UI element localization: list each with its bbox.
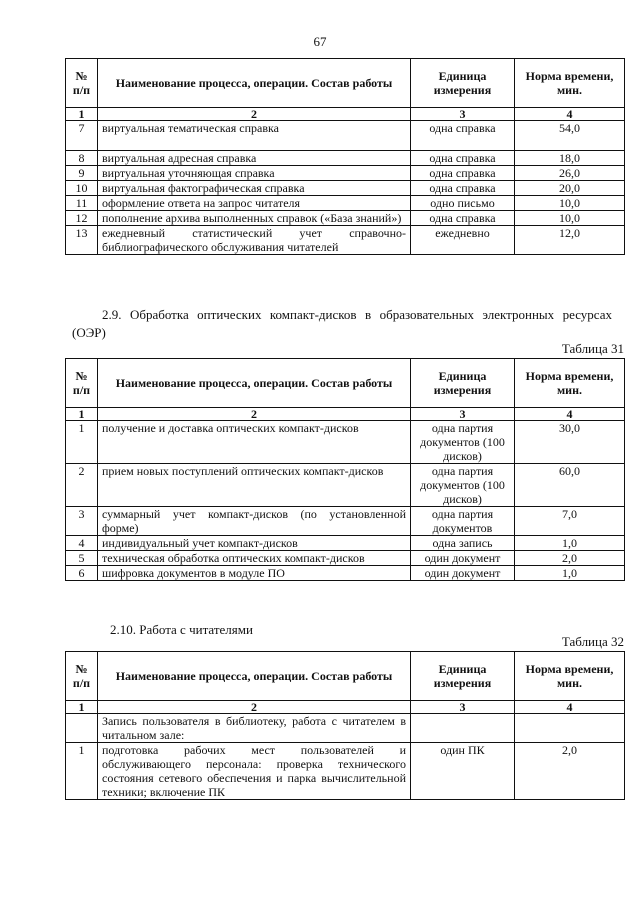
col-index: 2 — [98, 701, 411, 714]
col-index: 1 — [66, 108, 98, 121]
row-unit: один документ — [411, 551, 515, 566]
row-unit: один ПК — [411, 743, 515, 800]
row-num: 10 — [66, 181, 98, 196]
row-norm: 12,0 — [515, 226, 625, 255]
table-row — [66, 226, 625, 255]
row-norm: 10,0 — [515, 196, 625, 211]
row-num: 1 — [66, 743, 98, 800]
row-unit: одна партия документов — [411, 507, 515, 536]
section-title-2-9: 2.9. Обработка оптических компакт-дисков в образовательных электронных ресурсах (ОЭР) — [72, 307, 612, 340]
row-unit: одна партия документов (100 дисков) — [411, 464, 515, 507]
row-num: 4 — [66, 536, 98, 551]
row-unit: одна партия документов (100 дисков) — [411, 421, 515, 464]
col-index: 2 — [98, 408, 411, 421]
row-norm: 30,0 — [515, 421, 625, 464]
row-name: шифровка документов в модуле ПО — [98, 566, 411, 581]
table-row — [66, 743, 625, 800]
table-caption-31: Таблица 31 — [561, 341, 624, 356]
row-norm: 10,0 — [515, 211, 625, 226]
row-num: 11 — [66, 196, 98, 211]
table-row — [66, 566, 625, 581]
col-index: 4 — [515, 701, 625, 714]
table-row — [66, 211, 625, 226]
row-norm: 2,0 — [515, 743, 625, 800]
row-norm: 2,0 — [515, 551, 625, 566]
row-unit: одна справка — [411, 121, 515, 151]
table-continuation — [65, 58, 625, 255]
header-num: № п/п — [66, 59, 98, 108]
header-name: Наименование процесса, операции. Состав работы — [98, 359, 411, 408]
col-index: 3 — [411, 408, 515, 421]
row-unit: одна справка — [411, 151, 515, 166]
table-row — [66, 714, 625, 743]
table-row — [66, 464, 625, 507]
header-norm: Норма времени, мин. — [515, 359, 625, 408]
row-name: оформление ответа на запрос читателя — [98, 196, 411, 211]
row-unit: одна запись — [411, 536, 515, 551]
row-name: виртуальная тематическая справка — [98, 121, 411, 151]
row-unit: один документ — [411, 566, 515, 581]
header-norm: Норма времени, мин. — [515, 652, 625, 701]
row-name: индивидуальный учет компакт-дисков — [98, 536, 411, 551]
column-index-row — [66, 408, 625, 421]
row-norm: 54,0 — [515, 121, 625, 151]
row-norm: 1,0 — [515, 536, 625, 551]
header-norm: Норма времени, мин. — [515, 59, 625, 108]
header-unit: Единица измерения — [411, 359, 515, 408]
row-num: 9 — [66, 166, 98, 181]
row-norm: 18,0 — [515, 151, 625, 166]
header-num: № п/п — [66, 359, 98, 408]
table-row — [66, 536, 625, 551]
row-unit: одна справка — [411, 181, 515, 196]
col-index: 2 — [98, 108, 411, 121]
row-name: подготовка рабочих мест пользователей и обслуживающего персонала: проверка технического состояния сетевого обеспечения и парка вычислительной техники; включение ПК — [98, 743, 411, 800]
table-31 — [65, 358, 625, 581]
table-32 — [65, 651, 625, 800]
table-row — [66, 551, 625, 566]
row-name: получение и доставка оптических компакт-дисков — [98, 421, 411, 464]
row-norm: 20,0 — [515, 181, 625, 196]
row-num: 5 — [66, 551, 98, 566]
row-norm — [515, 714, 625, 743]
row-num: 13 — [66, 226, 98, 255]
row-norm: 26,0 — [515, 166, 625, 181]
table-caption-32: Таблица 32 — [561, 634, 624, 649]
table-row — [66, 166, 625, 181]
table-row — [66, 121, 625, 151]
row-unit: ежедневно — [411, 226, 515, 255]
column-index-row — [66, 701, 625, 714]
row-num — [66, 714, 98, 743]
row-name: Запись пользователя в библиотеку, работа с читателем в читальном зале: — [98, 714, 411, 743]
row-num: 2 — [66, 464, 98, 507]
row-num: 12 — [66, 211, 98, 226]
table-row — [66, 421, 625, 464]
table-row — [66, 196, 625, 211]
row-norm: 60,0 — [515, 464, 625, 507]
col-index: 1 — [66, 701, 98, 714]
row-num: 1 — [66, 421, 98, 464]
header-unit: Единица измерения — [411, 652, 515, 701]
page-number: 67 — [313, 34, 327, 49]
row-name: виртуальная адресная справка — [98, 151, 411, 166]
row-name: виртуальная уточняющая справка — [98, 166, 411, 181]
table-row — [66, 507, 625, 536]
row-name: виртуальная фактографическая справка — [98, 181, 411, 196]
row-num: 7 — [66, 121, 98, 151]
row-num: 6 — [66, 566, 98, 581]
row-norm: 7,0 — [515, 507, 625, 536]
col-index: 3 — [411, 108, 515, 121]
row-unit — [411, 714, 515, 743]
row-unit: одна справка — [411, 166, 515, 181]
row-norm: 1,0 — [515, 566, 625, 581]
row-num: 8 — [66, 151, 98, 166]
header-name: Наименование процесса, операции. Состав работы — [98, 652, 411, 701]
col-index: 3 — [411, 701, 515, 714]
row-name: техническая обработка оптических компакт-дисков — [98, 551, 411, 566]
row-unit: одно письмо — [411, 196, 515, 211]
col-index: 4 — [515, 108, 625, 121]
table-header-row — [66, 59, 625, 108]
row-name: ежедневный статистический учет справочно-библиографического обслуживания читателей — [98, 226, 411, 255]
row-unit: одна справка — [411, 211, 515, 226]
table-header-row — [66, 359, 625, 408]
column-index-row — [66, 108, 625, 121]
col-index: 1 — [66, 408, 98, 421]
col-index: 4 — [515, 408, 625, 421]
header-name: Наименование процесса, операции. Состав работы — [98, 59, 411, 108]
row-name: прием новых поступлений оптических компакт-дисков — [98, 464, 411, 507]
header-unit: Единица измерения — [411, 59, 515, 108]
section-title-2-10: 2.10. Работа с читателями — [110, 622, 253, 637]
header-num: № п/п — [66, 652, 98, 701]
row-name: пополнение архива выполненных справок («База знаний») — [98, 211, 411, 226]
table-header-row — [66, 652, 625, 701]
row-num: 3 — [66, 507, 98, 536]
row-name: суммарный учет компакт-дисков (по установленной форме) — [98, 507, 411, 536]
table-row — [66, 151, 625, 166]
table-row — [66, 181, 625, 196]
